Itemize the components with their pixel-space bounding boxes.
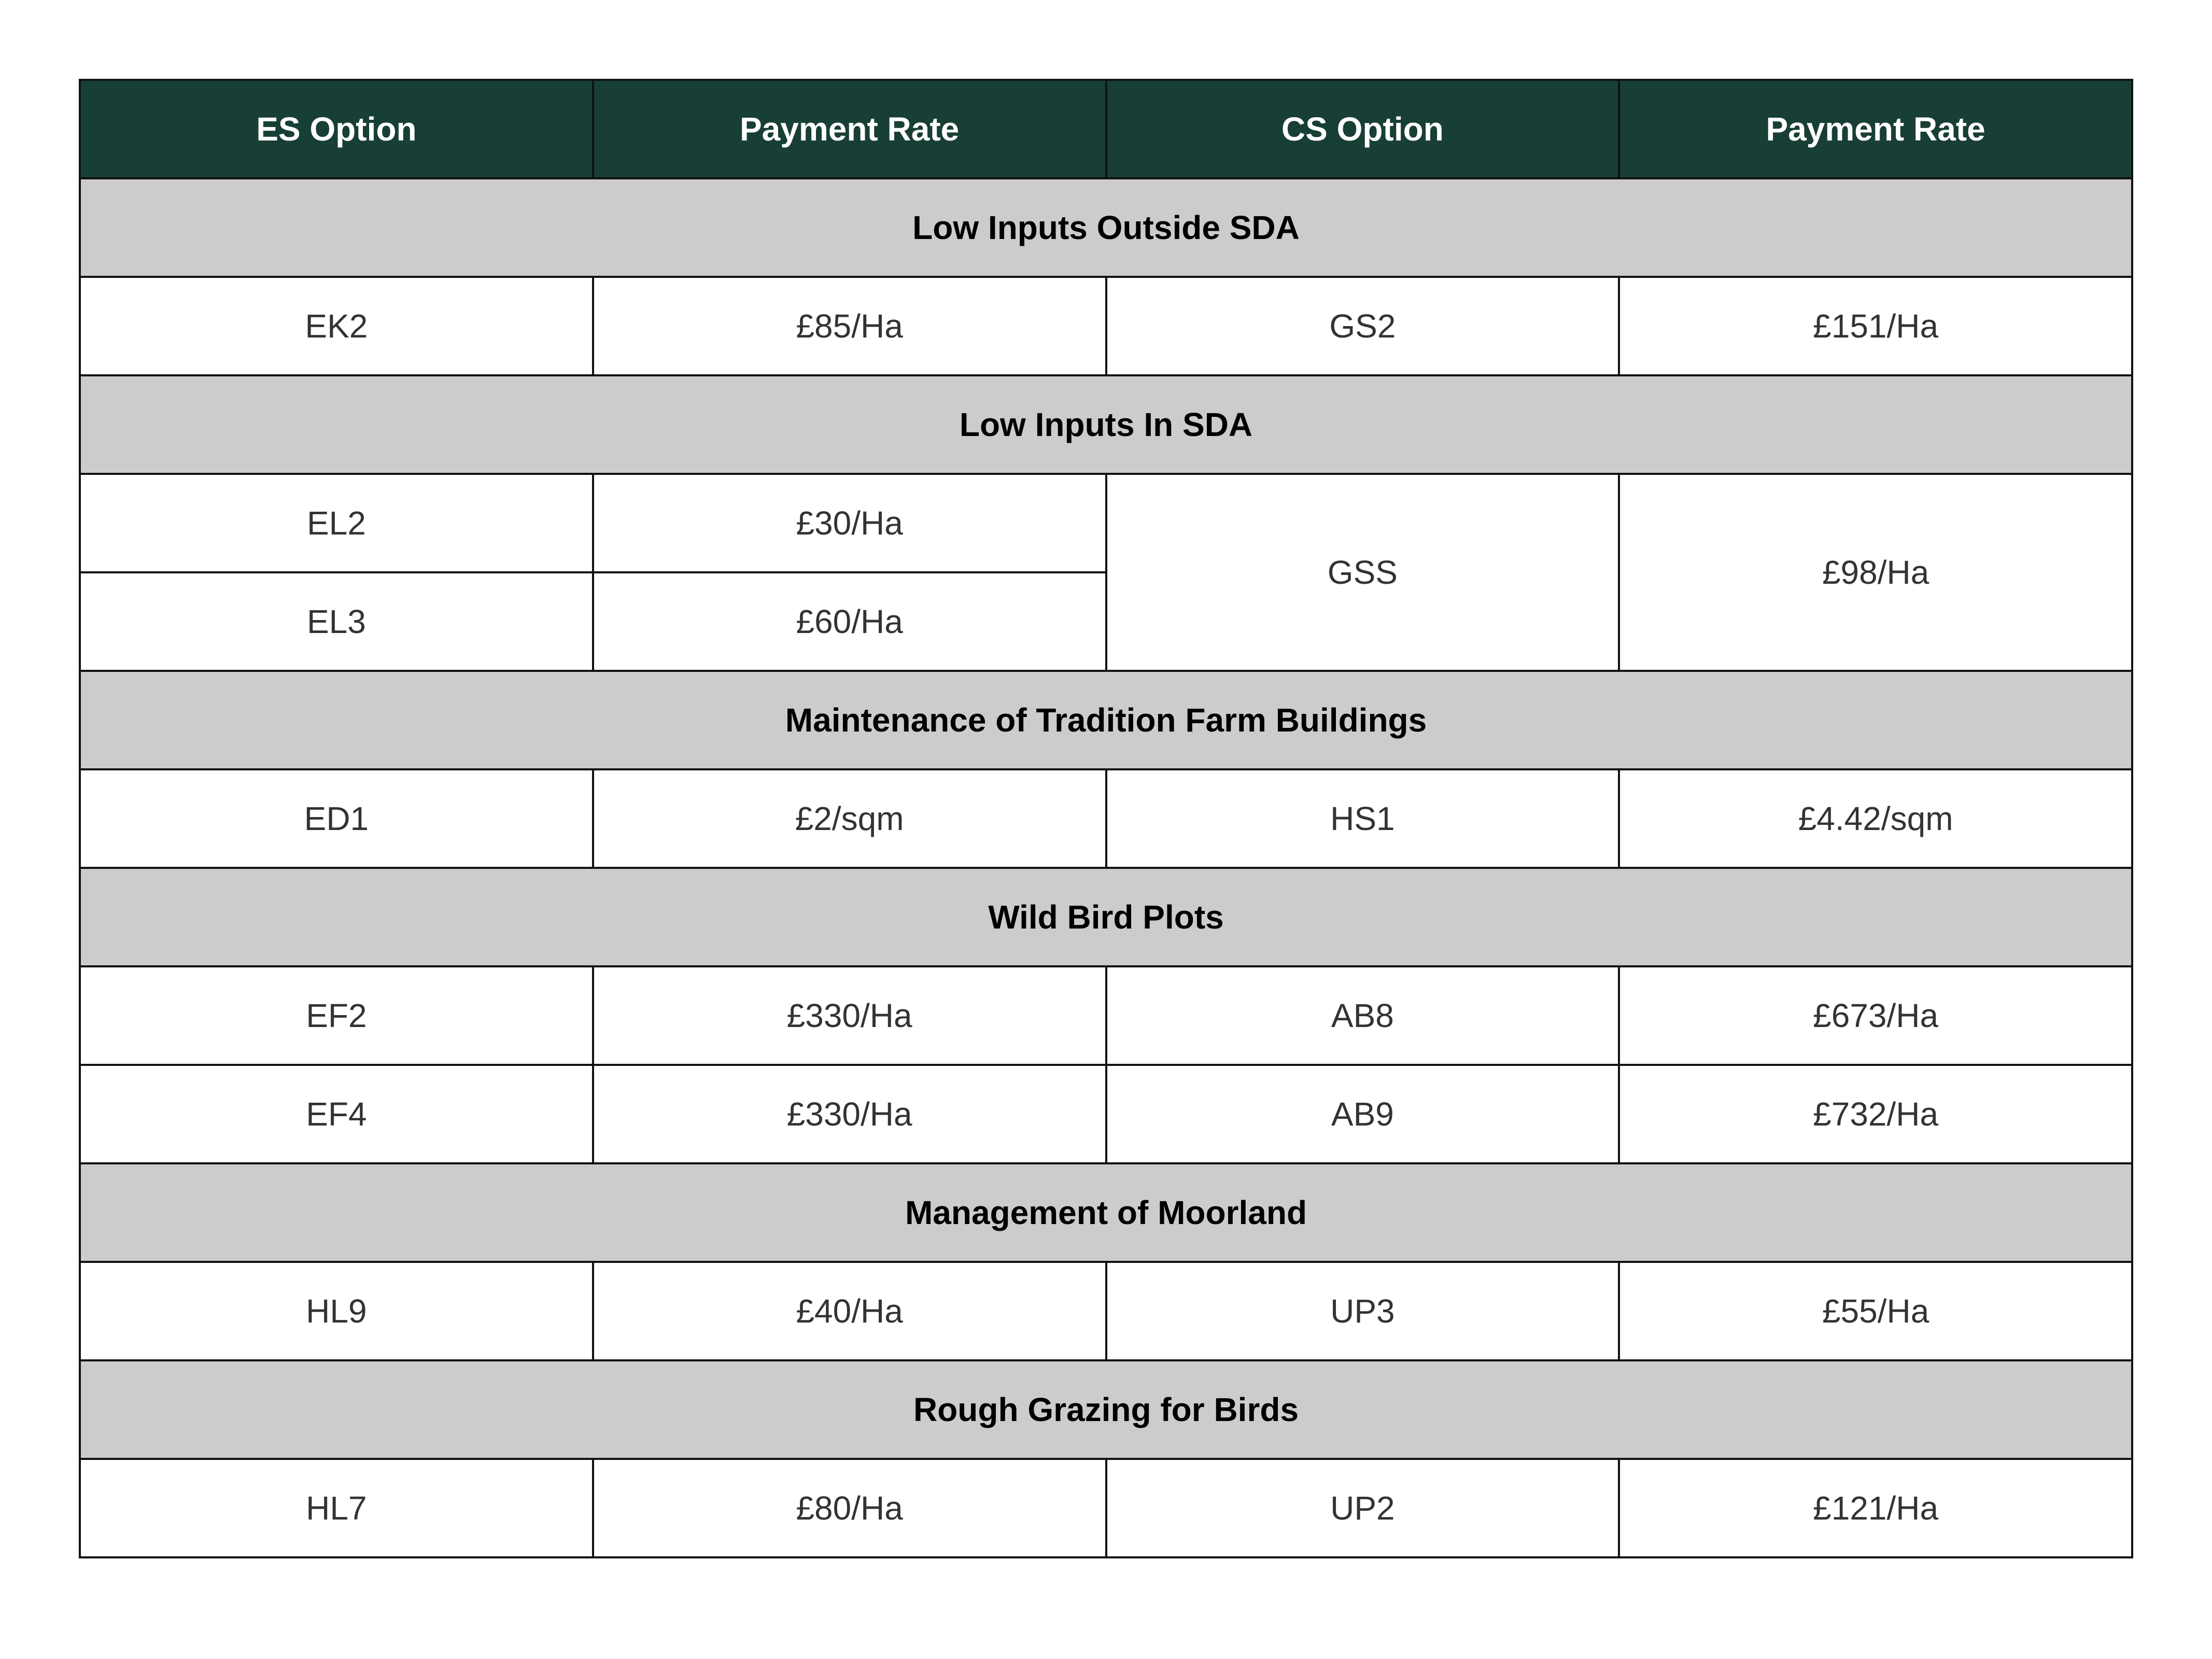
section-title: Rough Grazing for Birds: [80, 1360, 2132, 1459]
es-option-cell: ED1: [80, 769, 593, 868]
table-row: [80, 474, 2132, 572]
es-rate-cell: £60/Ha: [593, 572, 1106, 671]
section-row: [80, 178, 2132, 277]
es-option-cell: EK2: [80, 277, 593, 375]
cs-rate-cell: £732/Ha: [1619, 1065, 2132, 1163]
cs-option-cell: AB8: [1106, 966, 1619, 1065]
header-es-payment-rate: Payment Rate: [593, 80, 1106, 178]
es-rate-cell: £330/Ha: [593, 1065, 1106, 1163]
es-option-cell: HL7: [80, 1459, 593, 1557]
header-es-option: ES Option: [80, 80, 593, 178]
section-row: [80, 671, 2132, 769]
cs-rate-cell: £151/Ha: [1619, 277, 2132, 375]
table-row: [80, 1065, 2132, 1163]
table-row: [80, 277, 2132, 375]
section-title: Maintenance of Tradition Farm Buildings: [80, 671, 2132, 769]
section-row: [80, 375, 2132, 474]
section-title: Low Inputs Outside SDA: [80, 178, 2132, 277]
cs-rate-cell: £55/Ha: [1619, 1262, 2132, 1360]
es-option-cell: EL2: [80, 474, 593, 572]
payment-rates-table: [79, 79, 2133, 1558]
cs-rate-cell: £121/Ha: [1619, 1459, 2132, 1557]
cs-rate-cell: £4.42/sqm: [1619, 769, 2132, 868]
es-rate-cell: £85/Ha: [593, 277, 1106, 375]
cs-option-cell: UP2: [1106, 1459, 1619, 1557]
table-row: [80, 1459, 2132, 1557]
es-rate-cell: £40/Ha: [593, 1262, 1106, 1360]
cs-option-cell: HS1: [1106, 769, 1619, 868]
section-row: [80, 1163, 2132, 1262]
es-option-cell: EF2: [80, 966, 593, 1065]
cs-option-cell: UP3: [1106, 1262, 1619, 1360]
cs-rate-cell: £673/Ha: [1619, 966, 2132, 1065]
cs-option-cell: AB9: [1106, 1065, 1619, 1163]
es-option-cell: HL9: [80, 1262, 593, 1360]
es-rate-cell: £330/Ha: [593, 966, 1106, 1065]
es-rate-cell: £2/sqm: [593, 769, 1106, 868]
section-title: Low Inputs In SDA: [80, 375, 2132, 474]
es-rate-cell: £80/Ha: [593, 1459, 1106, 1557]
table-row: [80, 966, 2132, 1065]
section-title: Management of Moorland: [80, 1163, 2132, 1262]
section-row: [80, 868, 2132, 966]
table-row: [80, 1262, 2132, 1360]
cs-rate-cell: £98/Ha: [1619, 474, 2132, 671]
cs-option-cell: GSS: [1106, 474, 1619, 671]
section-title: Wild Bird Plots: [80, 868, 2132, 966]
es-option-cell: EL3: [80, 572, 593, 671]
cs-option-cell: GS2: [1106, 277, 1619, 375]
es-rate-cell: £30/Ha: [593, 474, 1106, 572]
table-row: [80, 769, 2132, 868]
header-cs-payment-rate: Payment Rate: [1619, 80, 2132, 178]
header-cs-option: CS Option: [1106, 80, 1619, 178]
section-row: [80, 1360, 2132, 1459]
es-option-cell: EF4: [80, 1065, 593, 1163]
header-row: [80, 80, 2132, 178]
